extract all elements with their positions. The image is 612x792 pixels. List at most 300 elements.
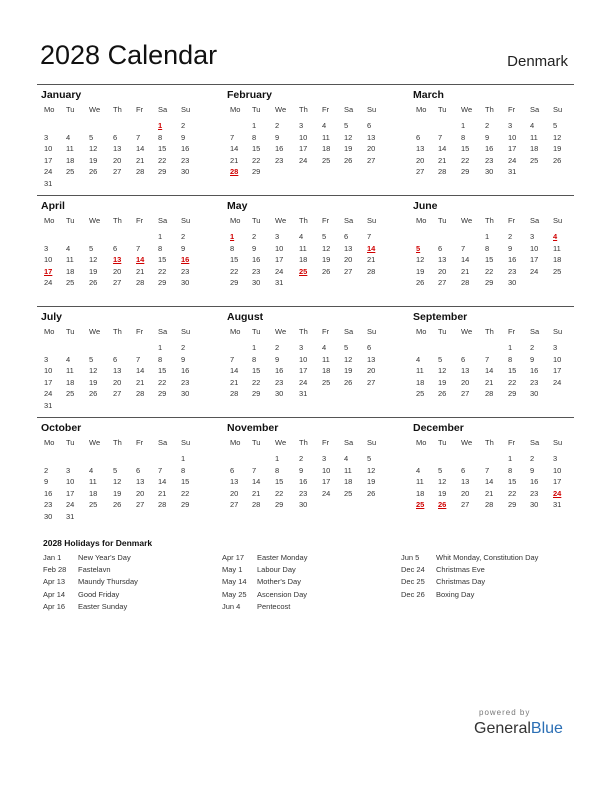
calendar-day: 20 bbox=[230, 488, 239, 498]
calendar-day: 21 bbox=[252, 488, 261, 498]
calendar-day: 4 bbox=[66, 132, 71, 142]
calendar-day: 21 bbox=[136, 377, 145, 387]
calendar-day: 6 bbox=[461, 354, 466, 364]
calendar-day: 12 bbox=[89, 144, 98, 153]
calendar-day: 12 bbox=[416, 255, 425, 264]
calendar-day: 24 bbox=[553, 377, 562, 387]
calendar-day: 29 bbox=[158, 389, 167, 398]
weekday-label: Fr bbox=[136, 216, 144, 225]
calendar-day: 17 bbox=[322, 477, 331, 486]
calendar-day: 3 bbox=[508, 121, 513, 130]
holiday-name: Maundy Thursday bbox=[78, 577, 138, 587]
calendar-day: 18 bbox=[66, 377, 75, 387]
calendar-day: 1 bbox=[158, 232, 163, 241]
calendar-day: 2 bbox=[530, 454, 535, 463]
calendar-day: 17 bbox=[299, 366, 308, 375]
holiday-name: Easter Monday bbox=[257, 553, 308, 562]
calendar-day: 19 bbox=[89, 266, 98, 276]
calendar-day: 14 bbox=[485, 366, 494, 375]
calendar-day: 8 bbox=[485, 243, 490, 253]
weekday-label: Th bbox=[485, 105, 494, 114]
holiday-day: 4 bbox=[553, 232, 558, 241]
calendar-day: 6 bbox=[438, 243, 443, 253]
calendar-day: 28 bbox=[136, 389, 145, 398]
calendar-day: 19 bbox=[89, 377, 98, 387]
calendar-day: 19 bbox=[438, 377, 447, 387]
weekday-label: We bbox=[89, 105, 101, 114]
holiday-day: 13 bbox=[113, 255, 122, 264]
calendar-day: 9 bbox=[181, 354, 186, 364]
holiday-item bbox=[222, 577, 402, 589]
calendar-day: 5 bbox=[344, 121, 349, 130]
calendar-day: 22 bbox=[252, 155, 261, 165]
holiday-day: 26 bbox=[438, 500, 447, 509]
weekday-label: Tu bbox=[438, 105, 447, 114]
calendar-day: 29 bbox=[485, 278, 494, 287]
weekday-label: We bbox=[461, 216, 473, 225]
calendar-day: 5 bbox=[89, 132, 94, 142]
holiday-date: Feb 28 bbox=[43, 565, 67, 575]
holiday-item bbox=[43, 565, 223, 577]
weekday-label: Fr bbox=[322, 438, 330, 447]
weekday-label: Sa bbox=[158, 216, 168, 225]
weekday-label: We bbox=[275, 438, 287, 447]
calendar-day: 23 bbox=[44, 500, 53, 509]
calendar-day: 5 bbox=[113, 465, 118, 475]
holiday-item bbox=[222, 602, 402, 614]
calendar-day: 30 bbox=[252, 278, 261, 287]
calendar-day: 20 bbox=[461, 488, 470, 498]
calendar-day: 15 bbox=[461, 144, 470, 153]
calendar-day: 13 bbox=[113, 144, 122, 153]
weekday-label: Fr bbox=[322, 216, 330, 225]
calendar-day: 9 bbox=[252, 243, 257, 253]
calendar-day: 27 bbox=[136, 500, 145, 509]
calendar-day: 13 bbox=[461, 366, 470, 375]
calendar-day: 9 bbox=[181, 132, 186, 142]
weekday-label: Sa bbox=[344, 105, 354, 114]
holiday-date: Apr 16 bbox=[43, 601, 66, 611]
weekday-label: Mo bbox=[230, 438, 241, 447]
calendar-day: 31 bbox=[44, 400, 53, 410]
calendar-day: 16 bbox=[252, 255, 261, 264]
calendar-day: 24 bbox=[299, 155, 308, 165]
calendar-day: 20 bbox=[367, 144, 376, 153]
weekday-label: Th bbox=[113, 216, 122, 225]
calendar-day: 19 bbox=[416, 266, 425, 276]
calendar-day: 2 bbox=[275, 121, 280, 130]
holiday-date: Jun 4 bbox=[222, 601, 241, 611]
calendar-day: 20 bbox=[367, 366, 376, 375]
calendar-day: 14 bbox=[136, 366, 145, 375]
calendar-day: 3 bbox=[66, 465, 71, 475]
calendar-day: 8 bbox=[230, 243, 235, 253]
calendar-day: 1 bbox=[508, 454, 513, 463]
calendar-day: 7 bbox=[158, 465, 163, 475]
calendar-day: 27 bbox=[416, 167, 425, 176]
calendar-day: 21 bbox=[485, 377, 494, 387]
calendar-day: 12 bbox=[322, 243, 331, 253]
weekday-label: Th bbox=[485, 216, 494, 225]
weekday-label: Sa bbox=[158, 438, 168, 447]
calendar-day: 2 bbox=[181, 343, 186, 352]
holiday-item bbox=[43, 602, 223, 614]
calendar-day: 17 bbox=[275, 255, 284, 264]
calendar-day: 26 bbox=[438, 389, 447, 398]
calendar-day: 9 bbox=[275, 132, 280, 142]
calendar-day: 1 bbox=[461, 121, 466, 130]
holiday-column-3 bbox=[401, 553, 581, 602]
calendar-day: 10 bbox=[66, 477, 75, 486]
holiday-date: May 25 bbox=[222, 589, 247, 599]
calendar-day: 31 bbox=[508, 167, 517, 176]
calendar-day: 29 bbox=[230, 278, 239, 287]
calendar-day: 5 bbox=[89, 243, 94, 253]
calendar-day: 12 bbox=[344, 354, 353, 364]
holiday-name: Boxing Day bbox=[436, 589, 475, 599]
calendar-day: 12 bbox=[113, 477, 122, 486]
calendar-day: 16 bbox=[530, 366, 539, 375]
calendar-day: 27 bbox=[461, 389, 470, 398]
calendar-day: 25 bbox=[89, 500, 98, 509]
calendar-day: 26 bbox=[416, 278, 425, 287]
calendar-day: 20 bbox=[136, 488, 145, 498]
calendar-day: 19 bbox=[438, 488, 447, 498]
holiday-name: Christmas Eve bbox=[436, 565, 485, 575]
calendar-row bbox=[37, 306, 574, 417]
weekday-label: Tu bbox=[252, 327, 261, 336]
calendar-day: 19 bbox=[113, 488, 122, 498]
calendar-day: 30 bbox=[530, 500, 539, 509]
holiday-name: Fastelavn bbox=[78, 565, 111, 575]
calendar-day: 16 bbox=[181, 144, 190, 153]
calendar-day: 17 bbox=[66, 488, 75, 498]
calendar-day: 3 bbox=[275, 232, 280, 241]
calendar-day: 3 bbox=[553, 343, 558, 352]
calendar-day: 22 bbox=[508, 488, 517, 498]
calendar-day: 14 bbox=[438, 144, 447, 153]
calendar-day: 6 bbox=[113, 354, 118, 364]
calendar-day: 11 bbox=[299, 243, 307, 253]
calendar-day: 28 bbox=[252, 500, 261, 509]
calendar-day: 29 bbox=[275, 500, 284, 509]
calendar-day: 2 bbox=[44, 465, 49, 475]
weekday-label: We bbox=[275, 327, 287, 336]
calendar-day: 4 bbox=[530, 121, 535, 130]
calendar-day: 17 bbox=[44, 155, 53, 165]
weekday-label: We bbox=[461, 105, 473, 114]
weekday-label: We bbox=[89, 438, 101, 447]
calendar-day: 12 bbox=[438, 477, 447, 486]
calendar-day: 31 bbox=[299, 389, 308, 398]
calendar-day: 23 bbox=[252, 266, 261, 276]
weekday-label: Fr bbox=[322, 327, 330, 336]
calendar-day: 11 bbox=[322, 132, 330, 142]
calendar-day: 1 bbox=[485, 232, 490, 241]
weekday-label: Fr bbox=[508, 216, 516, 225]
weekday-label: Th bbox=[299, 327, 308, 336]
country-label: Denmark bbox=[507, 53, 568, 70]
calendar-day: 13 bbox=[136, 477, 145, 486]
calendar-day: 27 bbox=[113, 278, 122, 287]
calendar-day: 30 bbox=[44, 511, 53, 521]
holiday-column-1 bbox=[43, 553, 223, 614]
calendar-day: 29 bbox=[508, 500, 517, 509]
weekday-label: Su bbox=[181, 327, 191, 336]
month-name: November bbox=[227, 422, 279, 434]
calendar-day: 3 bbox=[44, 132, 49, 142]
weekday-label: Mo bbox=[416, 105, 427, 114]
calendar-day: 4 bbox=[66, 243, 71, 253]
month-name: April bbox=[41, 200, 65, 212]
calendar-day: 8 bbox=[158, 354, 163, 364]
holiday-item bbox=[401, 565, 581, 577]
calendar-day: 22 bbox=[158, 377, 167, 387]
page-title: 2028 Calendar bbox=[40, 40, 218, 70]
weekday-label: We bbox=[275, 216, 287, 225]
calendar-day: 31 bbox=[275, 278, 284, 287]
calendar-day: 29 bbox=[181, 500, 190, 509]
calendar-day: 8 bbox=[275, 465, 280, 475]
calendar-day: 11 bbox=[66, 366, 74, 375]
calendar-day: 8 bbox=[158, 132, 163, 142]
calendar-day: 14 bbox=[461, 255, 470, 264]
holiday-day: 24 bbox=[553, 488, 562, 498]
calendar-day: 9 bbox=[181, 243, 186, 253]
calendar-day: 16 bbox=[181, 366, 190, 375]
calendar-day: 1 bbox=[158, 343, 163, 352]
calendar-day: 6 bbox=[416, 132, 421, 142]
weekday-label: Su bbox=[553, 216, 563, 225]
calendar-day: 22 bbox=[508, 377, 517, 387]
calendar-day: 5 bbox=[344, 343, 349, 352]
calendar-day: 19 bbox=[89, 155, 98, 165]
calendar-day: 14 bbox=[230, 144, 239, 153]
calendar-day: 6 bbox=[113, 132, 118, 142]
calendar-day: 15 bbox=[508, 477, 517, 486]
calendar-day: 16 bbox=[508, 255, 517, 264]
calendar-day: 3 bbox=[299, 121, 304, 130]
calendar-day: 10 bbox=[553, 354, 562, 364]
calendar-day: 25 bbox=[322, 377, 331, 387]
weekday-label: Sa bbox=[158, 105, 168, 114]
calendar-day: 24 bbox=[44, 278, 53, 287]
weekday-label: Fr bbox=[508, 105, 516, 114]
calendar-day: 24 bbox=[508, 155, 517, 165]
calendar-day: 24 bbox=[322, 488, 331, 498]
calendar-day: 18 bbox=[322, 366, 331, 375]
holiday-item bbox=[401, 553, 581, 565]
calendar-day: 13 bbox=[113, 366, 122, 375]
calendar-day: 28 bbox=[461, 278, 470, 287]
weekday-label: Mo bbox=[230, 327, 241, 336]
calendar-day: 8 bbox=[252, 132, 257, 142]
calendar-day: 17 bbox=[44, 377, 53, 387]
calendar-day: 3 bbox=[44, 243, 49, 253]
calendar-day: 29 bbox=[461, 167, 470, 176]
calendar-day: 15 bbox=[275, 477, 284, 486]
calendar-day: 16 bbox=[299, 477, 308, 486]
weekday-label: Sa bbox=[344, 438, 354, 447]
calendar-day: 25 bbox=[322, 155, 331, 165]
calendar-day: 2 bbox=[181, 121, 186, 130]
calendar-day: 25 bbox=[553, 266, 562, 276]
calendar-day: 21 bbox=[485, 488, 494, 498]
calendar-day: 21 bbox=[136, 155, 145, 165]
calendar-day: 21 bbox=[367, 255, 376, 264]
weekday-label: Tu bbox=[66, 105, 75, 114]
weekday-label: We bbox=[89, 327, 101, 336]
calendar-day: 22 bbox=[158, 155, 167, 165]
weekday-label: Mo bbox=[230, 216, 241, 225]
weekday-label: Th bbox=[113, 105, 122, 114]
weekday-label: Su bbox=[367, 105, 377, 114]
calendar-day: 29 bbox=[252, 389, 261, 398]
weekday-label: Fr bbox=[136, 438, 144, 447]
weekday-label: Su bbox=[553, 438, 563, 447]
calendar-day: 27 bbox=[461, 500, 470, 509]
weekday-label: We bbox=[461, 438, 473, 447]
calendar-day: 5 bbox=[438, 354, 443, 364]
weekday-label: Tu bbox=[66, 327, 75, 336]
calendar-day: 28 bbox=[367, 266, 376, 276]
weekday-label: Mo bbox=[44, 327, 55, 336]
calendar-day: 7 bbox=[136, 354, 141, 364]
calendar-day: 6 bbox=[113, 243, 118, 253]
calendar-day: 18 bbox=[66, 266, 75, 276]
calendar-day: 18 bbox=[66, 155, 75, 165]
calendar-day: 23 bbox=[275, 377, 284, 387]
calendar-day: 7 bbox=[367, 232, 372, 241]
calendar-day: 18 bbox=[416, 377, 425, 387]
calendar-day: 22 bbox=[485, 266, 494, 276]
calendar-day: 11 bbox=[322, 354, 330, 364]
calendar-day: 30 bbox=[485, 167, 494, 176]
calendar-day: 24 bbox=[275, 266, 284, 276]
calendar-day: 27 bbox=[438, 278, 447, 287]
calendar-day: 6 bbox=[230, 465, 235, 475]
calendar-day: 2 bbox=[252, 232, 257, 241]
calendar-day: 19 bbox=[344, 366, 353, 375]
weekday-label: Tu bbox=[252, 216, 261, 225]
calendar-day: 7 bbox=[485, 465, 490, 475]
calendar-day: 26 bbox=[344, 155, 353, 165]
calendar-day: 9 bbox=[508, 243, 513, 253]
calendar-day: 31 bbox=[66, 511, 75, 521]
weekday-label: Th bbox=[113, 327, 122, 336]
calendar-day: 22 bbox=[252, 377, 261, 387]
holiday-item bbox=[222, 565, 402, 577]
holiday-date: Dec 25 bbox=[401, 577, 425, 587]
calendar-day: 5 bbox=[438, 465, 443, 475]
calendar-day: 1 bbox=[508, 343, 513, 352]
calendar-day: 27 bbox=[344, 266, 353, 276]
calendar-day: 7 bbox=[136, 243, 141, 253]
calendar-day: 15 bbox=[508, 366, 517, 375]
weekday-label: Tu bbox=[66, 216, 75, 225]
calendar-day: 2 bbox=[275, 343, 280, 352]
calendar-day: 8 bbox=[158, 243, 163, 253]
calendar-day: 20 bbox=[113, 155, 122, 165]
calendar-day: 16 bbox=[485, 144, 494, 153]
calendar-day: 7 bbox=[438, 132, 443, 142]
calendar-day: 12 bbox=[553, 132, 562, 142]
weekday-label: Fr bbox=[322, 105, 330, 114]
calendar-day: 3 bbox=[299, 343, 304, 352]
calendar-day: 15 bbox=[158, 255, 167, 264]
powered-by-label: powered by bbox=[479, 708, 531, 717]
calendar-day: 1 bbox=[252, 121, 257, 130]
weekday-label: Sa bbox=[530, 105, 540, 114]
holiday-item bbox=[401, 577, 581, 589]
holiday-name: New Year's Day bbox=[78, 553, 131, 562]
weekday-label: Sa bbox=[344, 216, 354, 225]
calendar-day: 4 bbox=[89, 465, 94, 475]
calendar-day: 26 bbox=[344, 377, 353, 387]
calendar-day: 6 bbox=[367, 121, 372, 130]
weekday-label: Tu bbox=[252, 438, 261, 447]
calendar-day: 28 bbox=[158, 500, 167, 509]
calendar-day: 25 bbox=[416, 389, 425, 398]
calendar-day: 28 bbox=[438, 167, 447, 176]
calendar-day: 18 bbox=[89, 488, 98, 498]
calendar-day: 10 bbox=[299, 354, 308, 364]
holiday-day: 17 bbox=[44, 266, 53, 276]
calendar-day: 27 bbox=[113, 167, 122, 176]
calendar-day: 24 bbox=[530, 266, 539, 276]
calendar-day: 9 bbox=[530, 465, 535, 475]
calendar-row bbox=[37, 84, 574, 195]
calendar-day: 2 bbox=[299, 454, 304, 463]
calendar-day: 27 bbox=[113, 389, 122, 398]
calendar-day: 12 bbox=[89, 366, 98, 375]
calendar-day: 27 bbox=[367, 155, 376, 165]
month-name: July bbox=[41, 311, 63, 323]
calendar-day: 31 bbox=[553, 500, 562, 509]
calendar-day: 4 bbox=[322, 343, 327, 352]
calendar-day: 23 bbox=[275, 155, 284, 165]
holiday-day: 5 bbox=[416, 243, 421, 253]
calendar-day: 28 bbox=[136, 167, 145, 176]
weekday-label: Fr bbox=[136, 105, 144, 114]
calendar-day: 9 bbox=[485, 132, 490, 142]
calendar-day: 11 bbox=[66, 144, 74, 153]
calendar-day: 20 bbox=[438, 266, 447, 276]
calendar-day: 15 bbox=[158, 144, 167, 153]
weekday-label: Tu bbox=[438, 216, 447, 225]
calendar-day: 25 bbox=[66, 389, 75, 398]
calendar-day: 18 bbox=[322, 144, 331, 153]
holiday-item bbox=[222, 590, 402, 602]
calendar-day: 10 bbox=[275, 243, 284, 253]
calendar-day: 3 bbox=[322, 454, 327, 463]
calendar-day: 15 bbox=[181, 477, 190, 486]
calendar-day: 11 bbox=[416, 366, 424, 375]
calendar-day: 18 bbox=[530, 144, 539, 153]
weekday-label: Su bbox=[367, 216, 377, 225]
calendar-day: 10 bbox=[44, 366, 53, 375]
brand-logo[interactable] bbox=[474, 720, 563, 738]
weekday-label: Th bbox=[113, 438, 122, 447]
calendar-day: 13 bbox=[438, 255, 447, 264]
weekday-label: We bbox=[275, 105, 287, 114]
calendar-day: 23 bbox=[530, 488, 539, 498]
weekday-label: Mo bbox=[44, 438, 55, 447]
calendar-day: 13 bbox=[344, 243, 353, 253]
month-name: August bbox=[227, 311, 264, 323]
calendar-day: 29 bbox=[508, 389, 517, 398]
calendar-day: 5 bbox=[322, 232, 327, 241]
